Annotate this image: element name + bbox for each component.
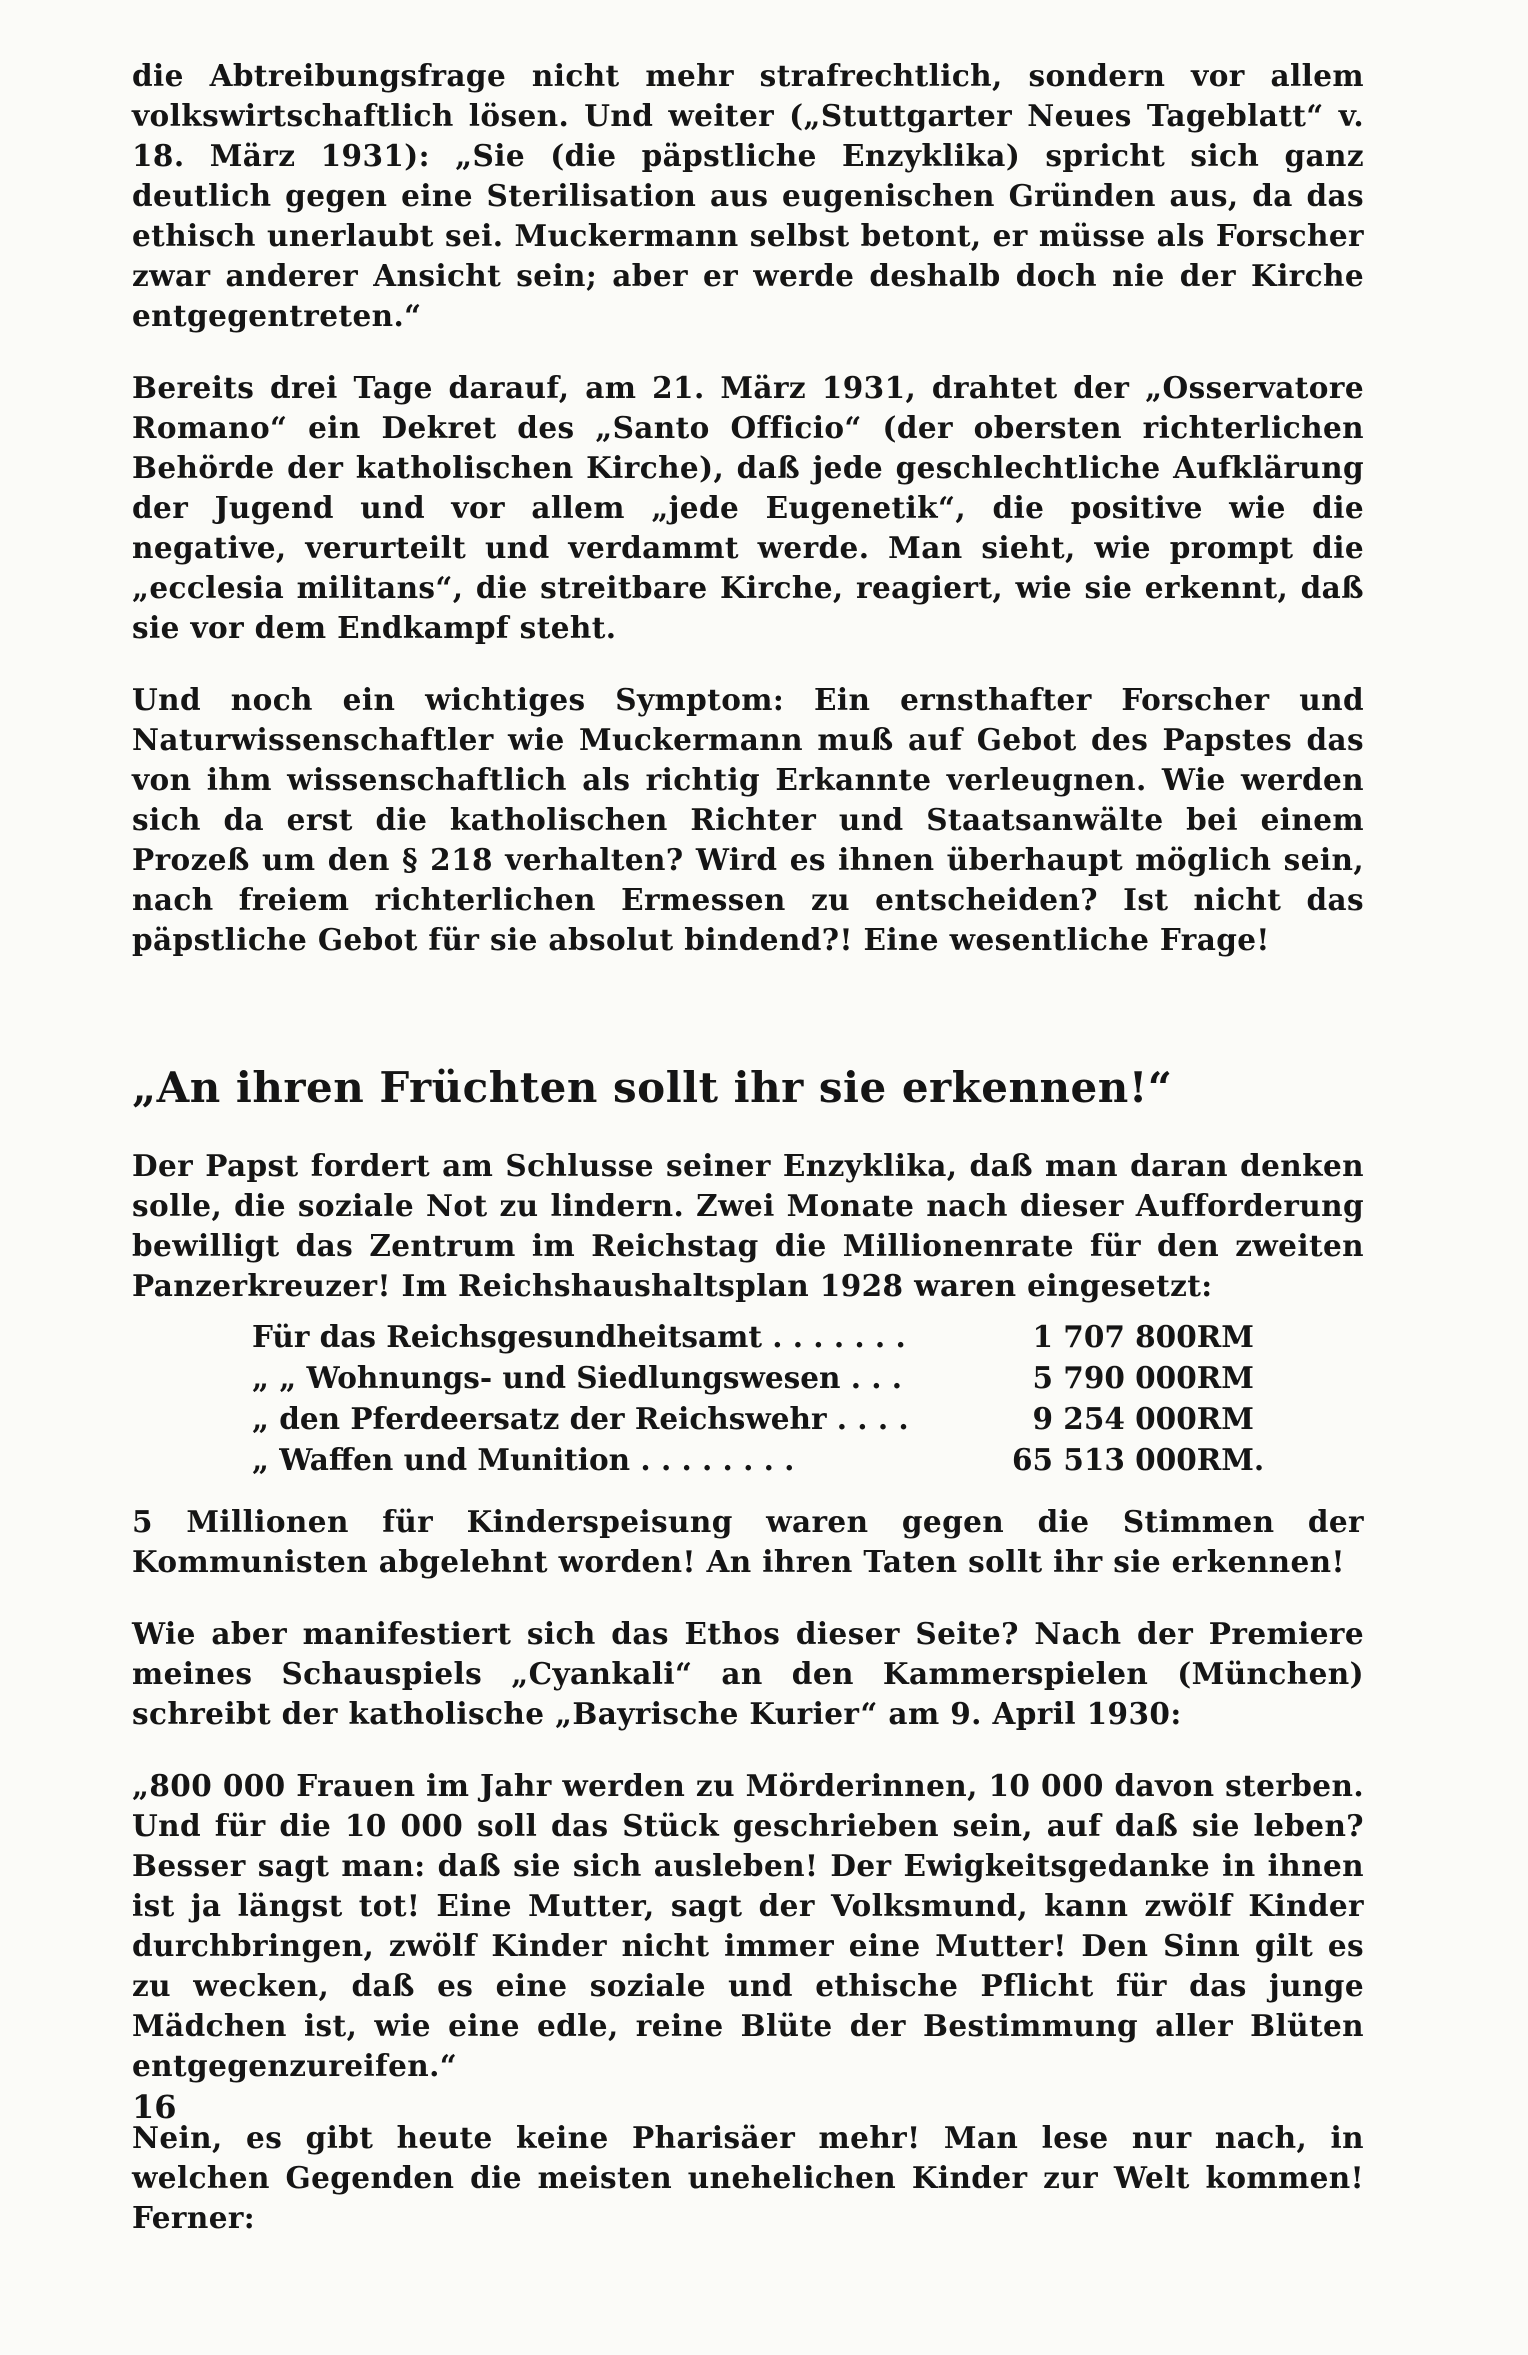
budget-label: „ Waffen und Munition . . . . . . . . <box>252 1442 795 1477</box>
budget-row <box>252 1357 1264 1398</box>
paragraph-pharisees: Nein, es gibt heute keine Pharisäer mehr! Man lese nur nach, in welchen Gegenden die meisten unehelichen Kinder zur Welt kommen! Ferner: <box>132 2120 1364 2235</box>
paragraph-kurier-quote: „800 000 Frauen im Jahr werden zu Mörderinnen, 10 000 davon sterben. Und für die 10 000 soll das Stück geschrieben sein, auf daß sie leben? Besser sagt man: daß sie sich ausleben! Der Ewigkeitsgedanke in ihnen ist ja längst tot! Eine Mutter, sagt der Volksmund, kann zwölf Kinder durchbringen, zwölf Kinder nicht immer eine Mutter! Den Sinn gilt es zu wecken, daß es eine soziale und ethische Pflicht für das junge Mädchen ist, wie eine edle, reine Blüte der Bestimmung aller Blüten entgegenzureifen.“ <box>132 1768 1364 2083</box>
paragraph-cyankali-premiere: Wie aber manifestiert sich das Ethos dieser Seite? Nach der Premiere meines Schauspiels „Cyankali“ an den Kammerspielen (München) schreibt der katholische „Bayrische Kurier“ am 9. April 1930: <box>132 1616 1364 1731</box>
budget-row <box>252 1316 1264 1357</box>
budget-amount: 5 790 000 <box>1032 1360 1197 1395</box>
page-content <box>132 56 1364 2238</box>
budget-row <box>252 1398 1264 1439</box>
paragraph-abortion-question: die Abtreibungsfrage nicht mehr strafrechtlich, sondern vor allem volkswirtschaftlich lösen. Und weiter („Stuttgarter Neues Tageblatt“ v. 18. März 1931): „Sie (die päpstliche Enzyklika) spricht sich ganz deutlich gegen eine Sterilisation aus eugenischen Gründen aus, da das ethisch unerlaubt sei. Muckermann selbst betont, er müsse als Forscher zwar anderer Ansicht sein; aber er werde deshalb doch nie der Kirche entgegentreten.“ <box>132 58 1364 333</box>
budget-amount: 65 513 000 <box>1012 1442 1197 1477</box>
budget-label: „ den Pferdeersatz der Reichswehr . . . . <box>252 1401 909 1436</box>
budget-label: „ „ Wohnungs- und Siedlungswesen . . . <box>252 1360 903 1395</box>
budget-unit: RM <box>1196 1319 1254 1354</box>
paragraph-child-feeding: 5 Millionen für Kinderspeisung waren gegen die Stimmen der Kommunisten abgelehnt worden! An ihren Taten sollt ihr sie erkennen! <box>132 1504 1364 1579</box>
paragraph-symptom: Und noch ein wichtiges Symptom: Ein ernsthafter Forscher und Naturwissenschaftler wie Muckermann muß auf Gebot des Papstes das von ihm wissenschaftlich als richtig Erkannte verleugnen. Wie werden sich da erst die katholischen Richter und Staatsanwälte bei einem Prozeß um den § 218 verhalten? Wird es ihnen überhaupt möglich sein, nach freiem richterlichen Ermessen zu entscheiden? Ist nicht das päpstliche Gebot für sie absolut bindend?! Eine wesentliche Frage! <box>132 682 1364 957</box>
budget-table <box>252 1316 1264 1480</box>
budget-unit: RM <box>1196 1401 1254 1436</box>
paragraph-pope-demand: Der Papst fordert am Schlusse seiner Enzyklika, daß man daran denken solle, die soziale Not zu lindern. Zwei Monate nach dieser Aufforderung bewilligt das Zentrum im Reichstag die Millionenrate für den zweiten Panzerkreuzer! Im Reichshaushaltsplan 1928 waren eingesetzt: <box>132 1148 1364 1303</box>
budget-unit: RM. <box>1196 1442 1265 1477</box>
budget-row <box>252 1439 1264 1480</box>
section-heading: „An ihren Früchten sollt ihr sie erkennen!“ <box>132 1063 1173 1112</box>
budget-label: Für das Reichsgesundheitsamt . . . . . . . <box>252 1319 906 1354</box>
paragraph-osservatore-decree: Bereits drei Tage darauf, am 21. März 1931, drahtet der „Osservatore Romano“ ein Dekret des „Santo Officio“ (der obersten richterlichen Behörde der katholischen Kirche), daß jede geschlechtliche Aufklärung der Jugend und vor allem „jede Eugenetik“, die positive wie die negative, verurteilt und verdammt werde. Man sieht, wie prompt die „ecclesia militans“, die streitbare Kirche, reagiert, wie sie erkennt, daß sie vor dem Endkampf steht. <box>132 370 1364 645</box>
budget-amount: 9 254 000 <box>1032 1401 1197 1436</box>
budget-unit: RM <box>1196 1360 1254 1395</box>
page-number: 16 <box>132 2088 177 2126</box>
budget-amount: 1 707 800 <box>1032 1319 1197 1354</box>
